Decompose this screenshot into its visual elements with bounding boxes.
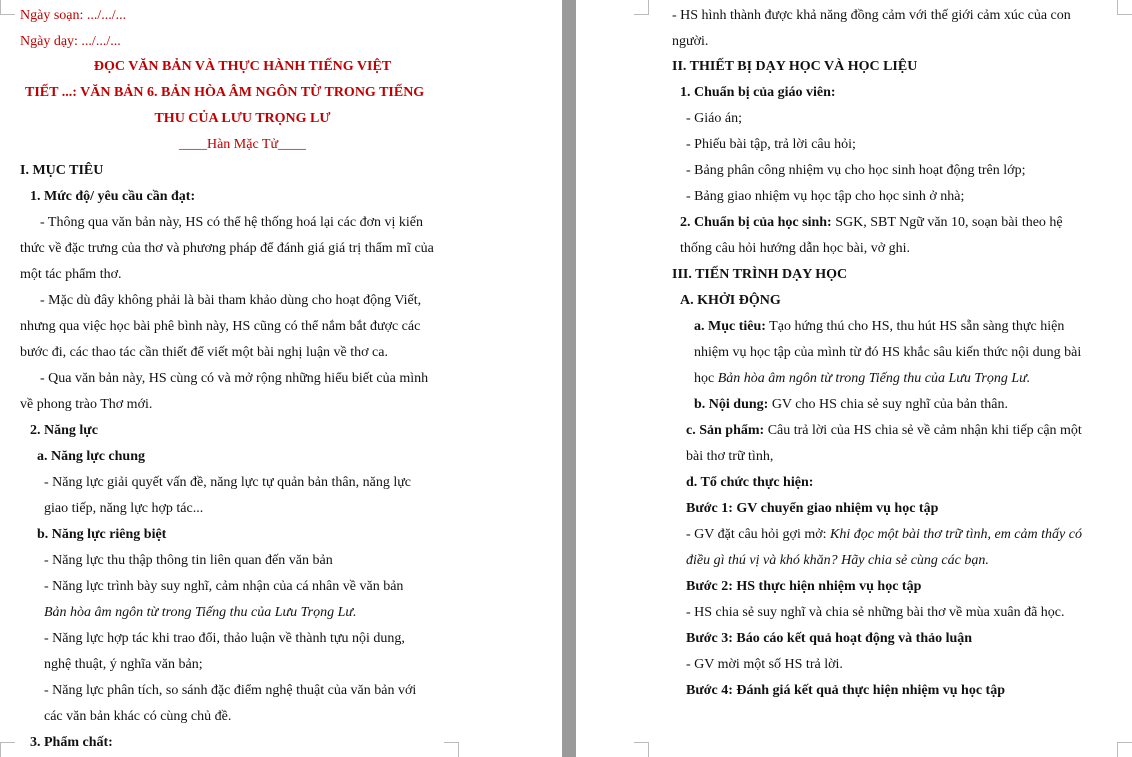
author: ____Hàn Mặc Tử____: [178, 137, 307, 152]
paragraph-line: một tác phẩm thơ.: [20, 267, 122, 282]
title-line-1: ĐỌC VĂN BẢN VÀ THỰC HÀNH TIẾNG VIỆT: [93, 59, 392, 74]
subsection-heading: b. Năng lực riêng biệt: [37, 527, 167, 542]
paragraph-line: Bản hòa âm ngôn từ trong Tiếng thu của Lưu Trọng Lư.: [44, 605, 357, 620]
label: 2. Chuẩn bị của học sinh:: [680, 215, 832, 230]
paragraph-line: - GV mời một số HS trả lời.: [686, 657, 843, 672]
paragraph-line: [694, 396, 1008, 414]
crop-mark: [1117, 742, 1132, 757]
paragraph-line: các văn bản khác có cùng chủ đề.: [44, 709, 232, 724]
subsection-heading: 1. Chuẩn bị của giáo viên:: [680, 85, 836, 100]
subsection-heading: A. KHỞI ĐỘNG: [680, 293, 781, 308]
text: Tạo hứng thú cho HS, thu hút HS sẵn sàng thực hiện: [765, 319, 1065, 334]
paragraph-line: điều gì thú vị và khó khăn? Hãy chia sẻ cùng các bạn.: [686, 553, 989, 568]
paragraph-line: [686, 526, 1082, 544]
paragraph-line: - Mặc dù đây không phải là bài tham khảo dùng cho hoạt động Viết,: [40, 293, 422, 308]
paragraph-line: - Thông qua văn bản này, HS có thể hệ thống hoá lại các đơn vị kiến: [40, 215, 423, 230]
text: SGK, SBT Ngữ văn 10, soạn bài theo hệ: [831, 215, 1063, 230]
paragraph-line: [680, 214, 1063, 232]
date-prepared: Ngày soạn: .../.../...: [20, 8, 127, 23]
label: a. Mục tiêu:: [694, 319, 766, 334]
paragraph-line: về phong trào Thơ mới.: [20, 397, 153, 412]
subsection-heading: 3. Phẩm chất:: [30, 735, 113, 750]
paragraph-line: nhiệm vụ học tập của mình từ đó HS khắc sâu kiến thức nội dung bài: [694, 345, 1082, 360]
crop-mark: [0, 0, 15, 15]
section-heading: III. TIẾN TRÌNH DẠY HỌC: [672, 267, 848, 282]
subsection-heading: 2. Năng lực: [30, 423, 98, 438]
section-heading: I. MỤC TIÊU: [20, 163, 104, 178]
text-italic: Bản hòa âm ngôn từ trong Tiếng thu của Lưu Trọng Lư.: [717, 371, 1031, 386]
step-heading: Bước 1: GV chuyển giao nhiệm vụ học tập: [686, 501, 939, 516]
document-page-left: [0, 0, 562, 757]
label: c. Sản phẩm:: [686, 423, 765, 438]
label: b. Nội dung:: [694, 397, 769, 412]
crop-mark: [634, 0, 649, 15]
paragraph-line: [694, 370, 1030, 388]
list-item: - Bảng phân công nhiệm vụ cho học sinh hoạt động trên lớp;: [686, 163, 1026, 178]
text: Câu trả lời của HS chia sẻ về cảm nhận khi tiếp cận một: [764, 423, 1082, 438]
title-line-2: TIẾT ...: VĂN BẢN 6. BẢN HÒA ÂM NGÔN TỪ TRONG TIẾNG: [25, 85, 425, 100]
list-item: - Giáo án;: [686, 111, 742, 126]
subsection-heading: 1. Mức độ/ yêu cầu cần đạt:: [30, 189, 196, 204]
paragraph-line: thức về đặc trưng của thơ và phương pháp để đánh giá giá trị thẩm mĩ của: [20, 241, 434, 256]
paragraph-line: nghệ thuật, ý nghĩa văn bản;: [44, 657, 203, 672]
paragraph-line: bài thơ trữ tình,: [686, 449, 774, 464]
title-line-3: THU CỦA LƯU TRỌNG LƯ: [154, 111, 331, 126]
document-page-right: [576, 0, 1132, 757]
crop-mark: [1117, 0, 1132, 15]
paragraph-line: nhưng qua việc học bài phê bình này, HS cũng có thể nắm bắt được các: [20, 319, 421, 334]
text: - GV đặt câu hỏi gợi mở:: [686, 527, 831, 542]
text: GV cho HS chia sẻ suy nghĩ của bản thân.: [768, 397, 1008, 412]
crop-mark: [0, 742, 15, 757]
paragraph-line: - Năng lực giải quyết vấn đề, năng lực tự quản bản thân, năng lực: [44, 475, 412, 490]
paragraph-line: - HS chia sẻ suy nghĩ và chia sẻ những bài thơ về mùa xuân đã học.: [686, 605, 1065, 620]
text-italic: Khi đọc một bài thơ trữ tình, em cảm thấy có: [830, 527, 1082, 542]
list-item: - Phiếu bài tập, trả lời câu hỏi;: [686, 137, 856, 152]
paragraph-line: - Năng lực hợp tác khi trao đổi, thảo luận về thành tựu nội dung,: [44, 631, 405, 646]
list-item: - Bảng giao nhiệm vụ học tập cho học sinh ở nhà;: [686, 189, 965, 204]
paragraph-line: thống câu hỏi hướng dẫn học bài, vở ghi.: [680, 241, 911, 256]
text: học: [694, 371, 718, 386]
crop-mark: [634, 742, 649, 757]
step-heading: Bước 4: Đánh giá kết quả thực hiện nhiệm vụ học tập: [686, 683, 1005, 698]
paragraph-line: - Năng lực phân tích, so sánh đặc điểm nghệ thuật của văn bản với: [44, 683, 417, 698]
subsection-heading: d. Tổ chức thực hiện:: [686, 475, 814, 490]
step-heading: Bước 2: HS thực hiện nhiệm vụ học tập: [686, 579, 922, 594]
paragraph-line: [694, 318, 1064, 336]
paragraph-line: - Năng lực thu thập thông tin liên quan đến văn bản: [44, 553, 333, 568]
paragraph-line: [686, 422, 1082, 440]
paragraph-line: - Năng lực trình bày suy nghĩ, cảm nhận của cá nhân về văn bản: [44, 579, 404, 594]
date-taught: Ngày dạy: .../.../...: [20, 34, 121, 49]
section-heading: II. THIẾT BỊ DẠY HỌC VÀ HỌC LIỆU: [672, 59, 918, 74]
subsection-heading: a. Năng lực chung: [37, 449, 145, 464]
paragraph-line: người.: [672, 34, 709, 49]
crop-mark: [444, 742, 459, 757]
paragraph-line: giao tiếp, năng lực hợp tác...: [44, 501, 204, 516]
paragraph-line: - HS hình thành được khả năng đồng cảm với thế giới cảm xúc của con: [672, 8, 1071, 23]
paragraph-line: - Qua văn bản này, HS cùng có và mở rộng những hiểu biết của mình: [40, 371, 429, 386]
step-heading: Bước 3: Báo cáo kết quả hoạt động và thảo luận: [686, 631, 973, 646]
paragraph-line: bước đi, các thao tác cần thiết để viết một bài nghị luận về thơ ca.: [20, 345, 388, 360]
